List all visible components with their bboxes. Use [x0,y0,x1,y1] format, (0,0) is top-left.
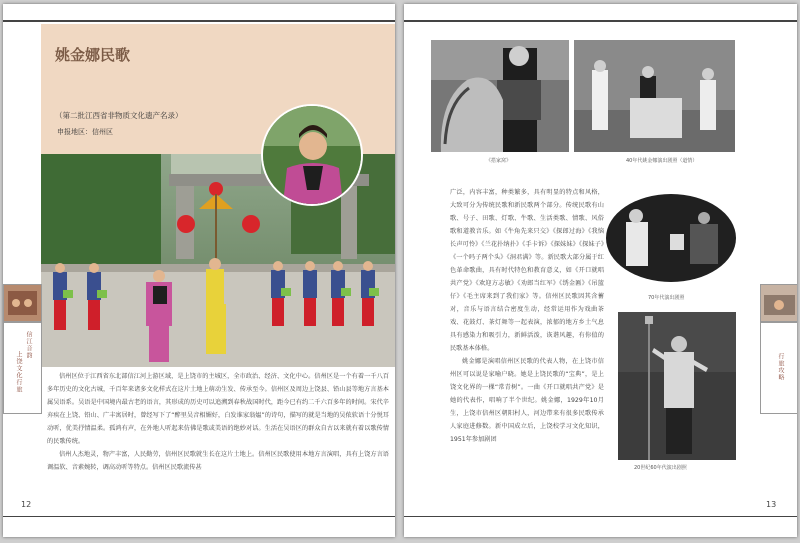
caption-1: 《搭家窝》 [486,158,512,164]
bottom-rule [404,516,797,517]
side-label: 行旅攻略 [777,353,784,381]
top-rule [3,20,395,22]
portrait-photo [261,104,363,206]
heritage-list-label: （第二批江西省非物质文化遗产名录） [55,111,183,120]
side-label-box [760,322,797,414]
paragraph: 姚金娜是演唱信州区民歌的代表人物，在上饶市信州区可以说是家喻户晓。她是上饶民歌的“宝典”，是上饶文化界的一棵“常青树”。一曲《开口就唱共产党》是她的代表作，唱响了半个世纪。姚金娜，1929年10月生，上饶市信州区朝阳村人，河边带来有很多民歌传承人家庭进修数。新中国成立后，上饶校学习文化知识，1951年参加剧团 [450,358,604,443]
side-label-1: 信江音韵 [25,331,32,359]
photo-rocking-basket [431,40,569,152]
body-text [450,186,604,512]
caption-4: 20世纪60年代演出剧照 [634,465,687,471]
side-tab [760,284,797,322]
photo-1970s-oval [606,194,736,282]
photo-1960s [618,312,736,460]
side-label-box [3,322,42,414]
page-number: 13 [766,500,777,509]
left-page [3,4,395,537]
body-text [47,370,389,510]
photo-stage-1940s [574,40,735,152]
caption-2: 40年代姚金娜演出剧照（道情） [626,158,698,164]
paragraph: 信州人杰地灵，物产丰富，人民勤劳，信州区民歌就生长在这片土地上。信州区民歌使用本地方言演唱，具有上饶方言语调温软、音素婉转，调高动听等特点。信州区民歌流传甚 [47,451,389,471]
page-number: 12 [21,500,32,509]
paragraph: 广泛，内容丰富，种类繁多，具有明显的特点和风格，大致可分为传统民歌和新民歌两个部分。传统民歌有山歌、号子、田歌、灯歌、牛歌、生活类歌、情歌、风俗歌和道教音乐。如《牛角先来只交》《探郎过海》《我恼长声可怜》《兰花扑纳扑》《手卡诉》《探妹妹》《探妹子》《一个吗子两个头》《洞君满》等。新民歌大部分属于红色革命歌曲，具有时代特色和教育意义，如《开口就唱共产党》《欢迎方志敏》《劝郎当红军》《绣金匾》《吊篮仔》《毛主席来到了我们家》等。信州区民歌因其含蓄对，音乐与语言结合密度生动，经常运用作为戏曲茶戏、花鼓灯、茶灯舞等一起表演，浓郁的地方乡土气息具有感染力和吸引力，新鲜活泼，诙谐风趣，有你值的民歌基本体格。 [450,189,604,352]
bottom-rule [3,516,395,517]
page-title: 姚金娜民歌 [55,46,131,64]
side-tab [3,284,42,322]
side-label-2: 上饶文化行旅 [15,351,22,393]
applicant-region: 申报地区：信州区 [57,128,113,136]
caption-3: 70年代演出剧照 [648,295,685,301]
right-page [404,4,797,537]
paragraph: 信州区位于江西省东北部信江河上游区域，是上饶市的主城区，全市政治、经济、文化中心。信州区是一个有着一千八百多年历史的文化古城，千百年来诸多文化样式在这片土地上萌动生发、传承至今。信州区及周边上饶县、铅山县等地方言基本属吴语系。吴语是中国境内最古老的语言，其形成的历史可以追溯到春秋战国时代，距今已有约二千六百多年的时间。宋代辛弃疾在上饶、铅山、广丰寓居时，曾经写下了“醉里吴音相媚好，白发谁家翁媪”的诗句，描写的就是当地的吴侬软语十分悦耳动听，优美抒情温柔。孤鸿有声，在外地人听起来仿佛是歌或美语的绝妙对话。生活在吴语区的群众自古以来就有着以歌传情的民歌传统。 [47,373,389,445]
top-rule [404,20,797,22]
